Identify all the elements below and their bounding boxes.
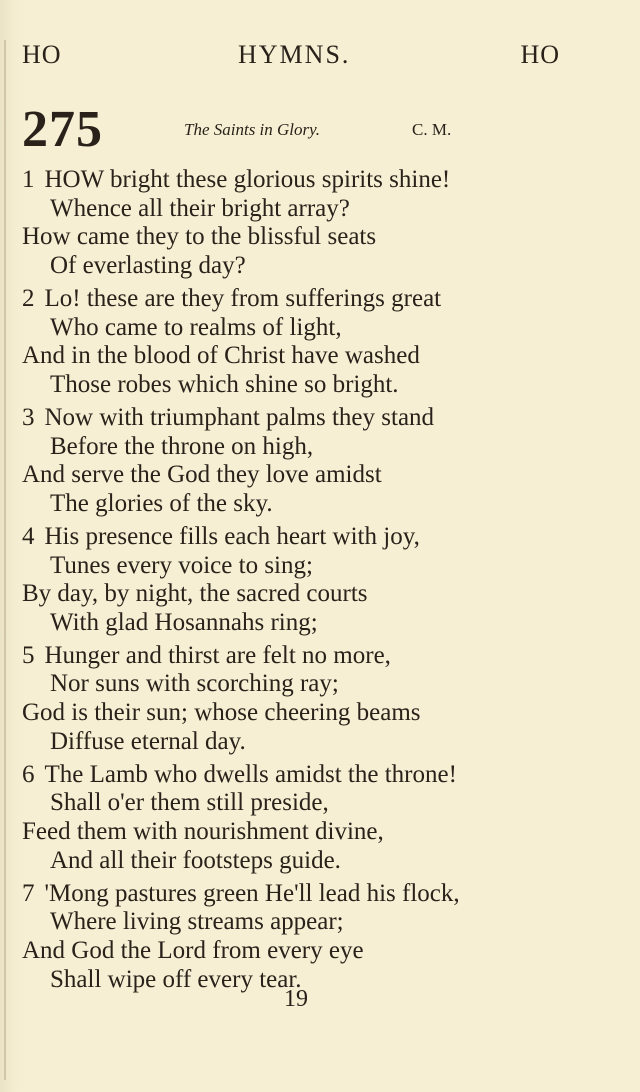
verse-number: 7 [22, 879, 35, 907]
verse-line: And in the blood of Christ have washed [22, 342, 420, 370]
page-number: 19 [284, 986, 308, 1012]
verse-line: And serve the God they love amidst [22, 461, 382, 489]
verse-line [22, 761, 602, 790]
verse-number: 2 [22, 284, 35, 312]
verse-line: Feed them with nourishment divine, [22, 818, 384, 846]
verse-7 [22, 880, 602, 994]
verse-line: With glad Hosannahs ring; [50, 608, 318, 636]
verse-line: And God the Lord from every eye [22, 937, 364, 964]
verse-4 [22, 523, 602, 637]
verse-line: Those robes which shine so bright. [50, 370, 399, 398]
hymn-title: The Saints in Glory. [184, 120, 321, 139]
verse-line [22, 285, 602, 314]
verse-line: Before the throne on high, [50, 432, 314, 460]
running-head-title: HYMNS. [238, 40, 351, 69]
verse-line: God is their sun; whose cheering beams [22, 699, 421, 727]
hymn-meter: C. M. [412, 120, 452, 139]
verse-line-text: HOW bright these glorious spirits shine! [44, 166, 451, 193]
running-head-left: HO [22, 40, 62, 69]
hymn-number: 275 [22, 101, 103, 158]
verse-line: Where living streams appear; [50, 908, 344, 936]
verse-line-text: His presence fills each heart with joy, [44, 522, 420, 550]
verse-number: 5 [22, 641, 35, 669]
verse-number: 3 [22, 403, 35, 431]
verse-1 [22, 166, 602, 280]
binding-edge [4, 40, 6, 1080]
verse-line: By day, by night, the sacred courts [22, 580, 368, 608]
hymn-header [22, 100, 582, 160]
verse-line: Of everlasting day? [50, 251, 246, 279]
verse-line-text: Hunger and thirst are felt no more, [44, 641, 391, 669]
verse-line [22, 523, 602, 552]
verse-line-text: The Lamb who dwells amidst the throne! [44, 760, 457, 788]
verse-line: Shall wipe off every tear. [50, 965, 302, 993]
verse-line-text: Lo! these are they from sufferings great [44, 284, 442, 312]
verse-2 [22, 285, 602, 399]
verse-3 [22, 404, 602, 518]
verse-number: 1 [22, 166, 35, 193]
verse-line [22, 642, 602, 671]
verse-line: Whence all their bright array? [50, 194, 350, 222]
verse-line [22, 404, 602, 433]
verse-line: The glories of the sky. [50, 489, 273, 517]
verse-line [22, 166, 602, 195]
verse-line: How came they to the blissful seats [22, 223, 377, 251]
verse-line: Shall o'er them still preside, [50, 789, 329, 817]
running-head-right: HO [520, 40, 560, 69]
verse-number: 6 [22, 760, 35, 788]
verse-line: Diffuse eternal day. [50, 727, 246, 755]
verse-line: And all their footsteps guide. [50, 846, 341, 874]
verse-line: Tunes every voice to sing; [50, 551, 313, 579]
verse-line-text: Now with triumphant palms they stand [44, 403, 435, 431]
verse-6 [22, 761, 602, 875]
verse-line: Who came to realms of light, [50, 313, 342, 341]
hymn-verses [22, 166, 602, 994]
verse-line [22, 880, 602, 909]
running-head [22, 40, 560, 74]
verse-5 [22, 642, 602, 756]
verse-number: 4 [22, 522, 35, 550]
verse-line-text: 'Mong pastures green He'll lead his flock, [44, 879, 460, 907]
verse-line: Nor suns with scorching ray; [50, 670, 339, 698]
